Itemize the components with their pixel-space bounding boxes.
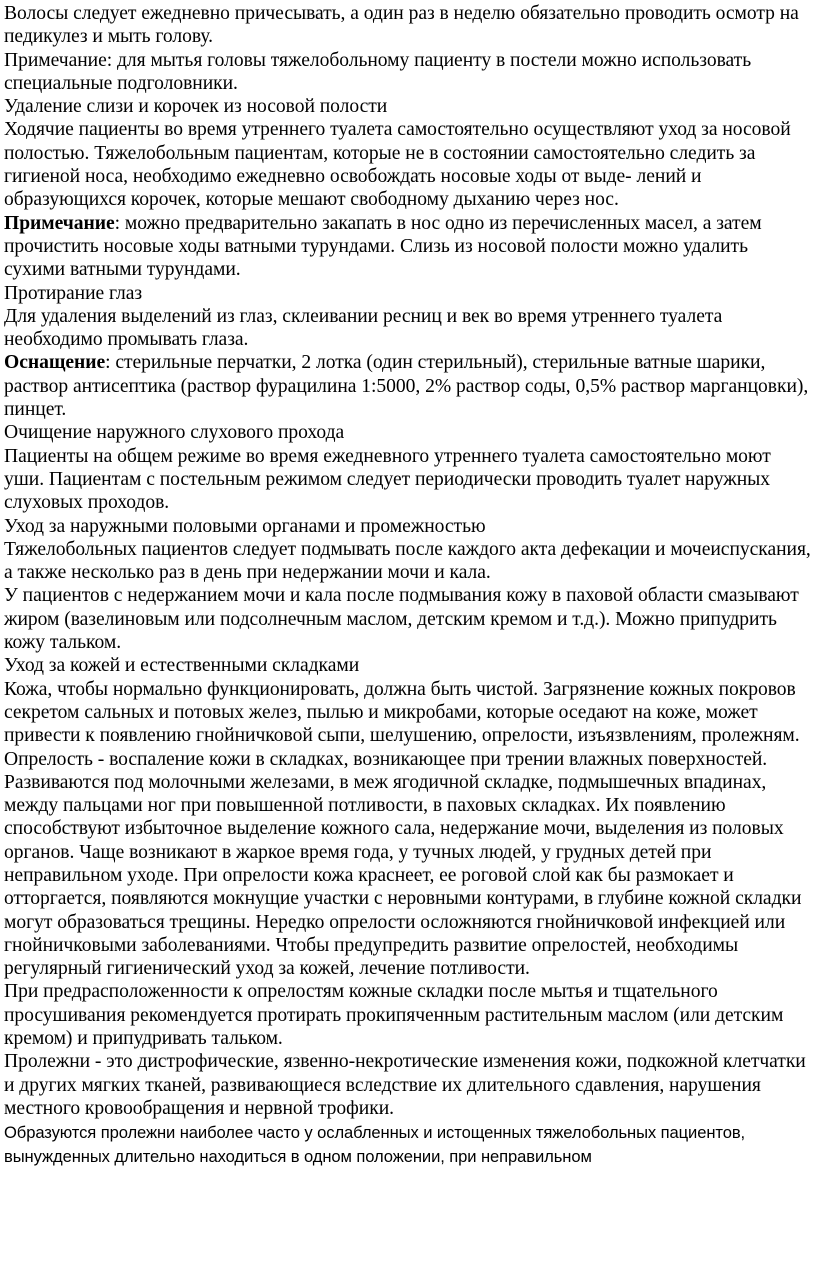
note-label: Примечание <box>4 212 115 234</box>
equipment-text: : стерильные перчатки, 2 лотка (один стерильный), стерильные ватные шарики, раствор антисептика (раствор фурацилина 1:5000, 2% раствор соды, 0,5% раствор марганцовки), пинцет. <box>4 352 809 421</box>
paragraph-hair-care: Волосы следует ежедневно причесывать, а один раз в неделю обязательно проводить осмотр на педикулез и мыть голову. <box>4 3 799 48</box>
paragraph-bedsores-causes: Образуются пролежни наиболее часто у ослабленных и истощенных тяжелобольных пациентов, вынужденных длительно находиться в одном положении, при неправильном <box>4 1123 746 1167</box>
paragraph-incontinence-care: У пациентов с недержанием мочи и кала после подмывания кожу в паховой области смазывают жиром (вазелиновым или подсолнечным маслом, детским кремом и т.д.). Можно припудрить кожу тальком. <box>4 585 799 654</box>
paragraph-skin-care: Кожа, чтобы нормально функционировать, должна быть чистой. Загрязнение кожных покровов секретом сальных и потовых желез, пылью и микробами, которые оседают на коже, может привести к появлению гнойничковой сыпи, шелушению, опрелости, изъязвлениям, пролежням. <box>4 678 800 747</box>
paragraph-note-nasal <box>4 212 812 282</box>
paragraph-bedsores: Пролежни - это дистрофические, язвенно-некротические изменения кожи, подкожной клетчатки и других мягких тканей, развивающиеся вследствие их длительного сдавления, нарушения местного кровообращения и нервной трофики. <box>4 1051 806 1119</box>
section-heading-ear-care: Очищение наружного слухового прохода <box>4 422 345 444</box>
paragraph-intertrigo-prevention: При предрасположенности к опрелостям кожные складки после мытья и тщательного просушивания рекомендуется протирать прокипяченным растительным маслом (или детским кремом) и припудривать тальком. <box>4 981 784 1050</box>
section-heading-genital-care: Уход за наружными половыми органами и промежностью <box>4 515 486 537</box>
paragraph-intertrigo: Опрелость - воспаление кожи в складках, возникающее при трении влажных поверхностей. Развиваются под молочными железами, в меж ягодичной складке, подмышечных впадинах, между пальцами ног при повышенной потливости, в паховых складках. Их появлению способствуют избыточное выделение кожного сала, недержание мочи, выделения из половых органов. Чаще возникают в жаркое время года, у тучных людей, у грудных детей при неправильном уходе. При опрелости кожа краснеет, ее роговой слой как бы размокает и отторгается, появляются мокнущие участки с неровными контурами, в глубине кожной складки могут образоваться трещины. Нередко опрелости осложняются гнойничковой инфекцией или гнойничковыми заболеваниями. Чтобы предупредить развитие опрелостей, необходимы регулярный гигиенический уход за кожей, лечение потливости. <box>4 748 802 980</box>
section-heading-nasal-care: Удаление слизи и корочек из носовой полости <box>4 96 388 118</box>
paragraph-nasal-care: Ходячие пациенты во время утреннего туалета самостоятельно осуществляют уход за носовой полостью. Тяжелобольным пациентам, которые не в состоянии самостоятельно следить за гигиеной носа, необходимо ежедневно освобождать носовые ходы от выде- лений и образующихся корочек, которые мешают свободному дыханию через нос. <box>4 119 791 211</box>
paragraph-ear-care: Пациенты на общем режиме во время ежедневного утреннего туалета самостоятельно моют уши. Пациентам с постельным режимом следует периодически проводить туалет наружных слуховых проходов. <box>4 445 771 514</box>
note-text: : можно предварительно закапать в нос одно из перечисленных масел, а затем прочистить носовые ходы ватными турундами. Слизь из носовой полости можно удалить сухими ватными турундами. <box>4 212 762 281</box>
section-heading-eye-care: Протирание глаз <box>4 282 143 304</box>
paragraph-eye-care: Для удаления выделений из глаз, склеивании ресниц и век во время утреннего туалета необходимо промывать глаза. <box>4 305 723 351</box>
paragraph-genital-care: Тяжелобольных пациентов следует подмывать после каждого акта дефекации и мочеиспускания, а также несколько раз в день при недержании мочи и кала. <box>4 538 811 584</box>
equipment-label: Оснащение <box>4 352 106 374</box>
paragraph-note-head-washing: Примечание: для мытья головы тяжелобольному пациенту в постели можно использовать специальные подголовники. <box>4 49 752 94</box>
paragraph-equipment <box>4 351 812 421</box>
section-heading-skin-care: Уход за кожей и естественными складками <box>4 655 360 677</box>
